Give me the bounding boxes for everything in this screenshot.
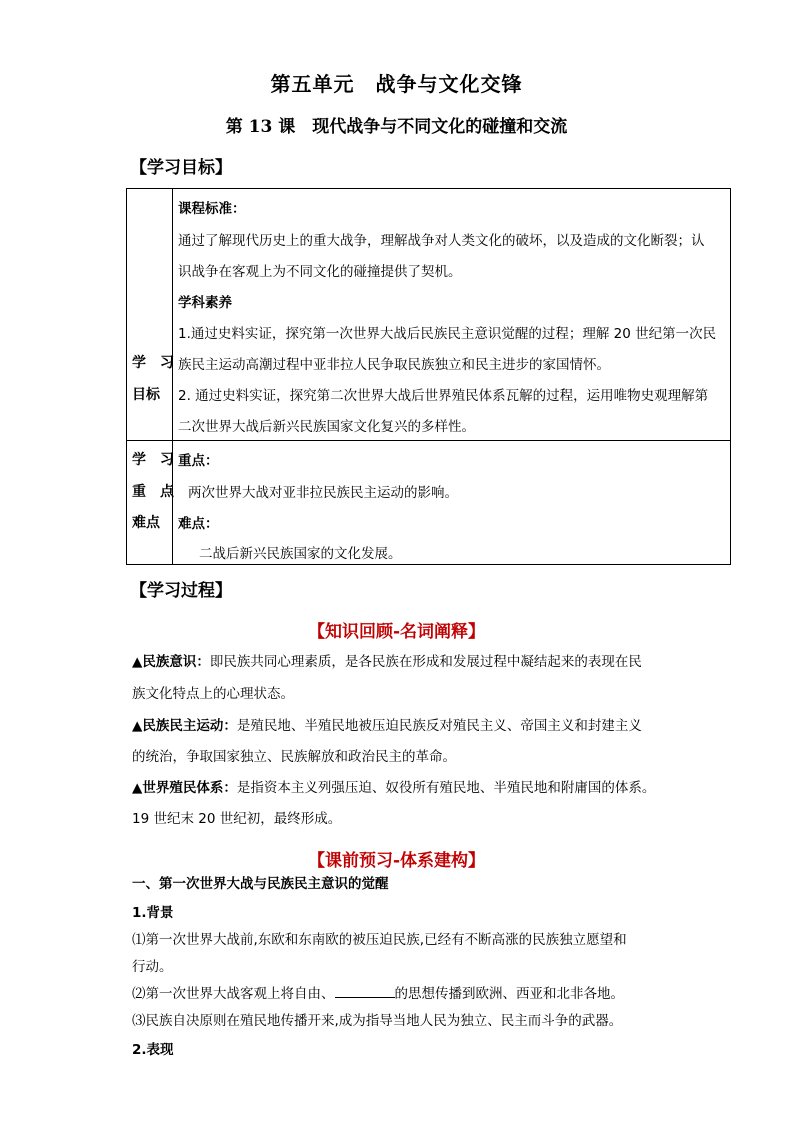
literacy-item: 1.通过史料实证，探究第一次世界大战后民族民主意识觉醒的过程；理解 20 世纪第一次民 xyxy=(178,326,717,342)
goals-row-label xyxy=(127,189,173,441)
term-name: ▲世界殖民体系： xyxy=(132,780,237,796)
term-text: 是指资本主义列强压迫、奴役所有殖民地、半殖民地和附庸国的体系。 xyxy=(236,780,656,796)
term-text: 是殖民地、半殖民地被压迫民族反对殖民主义、帝国主义和封建主义 xyxy=(236,718,642,734)
background-item: ⑶民族自决原则在殖民地传播开来,成为指导当地人民为独立、民主而斗争的武器。 xyxy=(132,1013,623,1029)
goals-heading: 【学习目标】 xyxy=(130,158,232,178)
goals-content xyxy=(173,189,731,441)
term-text-line: 的统治，争取国家独立、民族解放和政治民主的革命。 xyxy=(132,749,456,765)
literacy-item: 二次世界大战后新兴民族国家文化复兴的多样性。 xyxy=(178,419,475,435)
term-text: 即民族共同心理素质，是各民族在形成和发展过程中凝结起来的表现在民 xyxy=(209,654,642,670)
key-text: 两次世界大战对亚非拉民族民主运动的影响。 xyxy=(188,485,458,501)
background-title: 1.背景 xyxy=(132,905,174,921)
difficult-text: 二战后新兴民族国家的文化发展。 xyxy=(199,546,402,562)
term-definition xyxy=(132,711,642,742)
literacy-label: 学科素养 xyxy=(178,295,232,311)
manifest-title: 2.表现 xyxy=(132,1042,174,1058)
literacy-item: 族民主运动高潮过程中亚非拉人民争取民族独立和民主进步的家国情怀。 xyxy=(178,357,610,373)
part1-title: 一、第一次世界大战与民族民主意识的觉醒 xyxy=(132,876,389,892)
curriculum-line: 识战争在客观上为不同文化的碰撞提供了契机。 xyxy=(178,264,462,280)
label-xuexi-2: 学 习 xyxy=(132,452,174,468)
label-mubiao: 目标 xyxy=(132,387,160,403)
fill-blank[interactable] xyxy=(335,983,395,998)
label-nandian: 难点 xyxy=(132,515,160,531)
review-title: 【知识回顾-名词阐释】 xyxy=(307,622,486,642)
background-item: 行动。 xyxy=(132,959,173,975)
literacy-item: 2. 通过史料实证，探究第二次世界大战后世界殖民体系瓦解的过程，运用唯物史观理解第 xyxy=(178,388,709,404)
goals-table xyxy=(126,188,731,565)
background-item: ⑴第一次世界大战前,东欧和东南欧的被压迫民族,已经有不断高涨的民族独立愿望和 xyxy=(132,932,627,948)
goals-row xyxy=(127,189,731,441)
term-name: ▲民族民主运动： xyxy=(132,718,237,734)
label-zhongdian: 重 点 xyxy=(132,484,174,500)
key-label: 重点： xyxy=(178,453,219,469)
process-heading: 【学习过程】 xyxy=(130,581,232,601)
difficult-label: 难点： xyxy=(178,516,219,532)
term-definition xyxy=(132,647,642,678)
term-name: ▲民族意识： xyxy=(132,654,210,670)
key-row xyxy=(127,441,731,565)
term-definition xyxy=(132,773,655,804)
key-row-label xyxy=(127,441,173,565)
term-text-line: 19 世纪末 20 世纪初，最终形成。 xyxy=(132,811,342,827)
lesson-title: 第 13 课 现代战争与不同文化的碰撞和交流 xyxy=(225,117,568,137)
fill-text: 的思想传播到欧洲、西亚和北非各地。 xyxy=(394,986,624,1002)
label-xuexi: 学 习 xyxy=(132,355,174,371)
key-content xyxy=(173,441,731,565)
fill-text: ⑵第一次世界大战客观上将自由、 xyxy=(132,986,335,1002)
curriculum-line: 通过了解现代历史上的重大战争，理解战争对人类文化的破坏，以及造成的文化断裂；认 xyxy=(178,233,705,249)
unit-title: 第五单元 战争与文化交锋 xyxy=(270,72,523,96)
curriculum-label: 课程标准： xyxy=(178,201,246,217)
preview-title: 【课前预习-体系建构】 xyxy=(307,851,486,871)
term-text-line: 族文化特点上的心理状态。 xyxy=(132,686,294,702)
